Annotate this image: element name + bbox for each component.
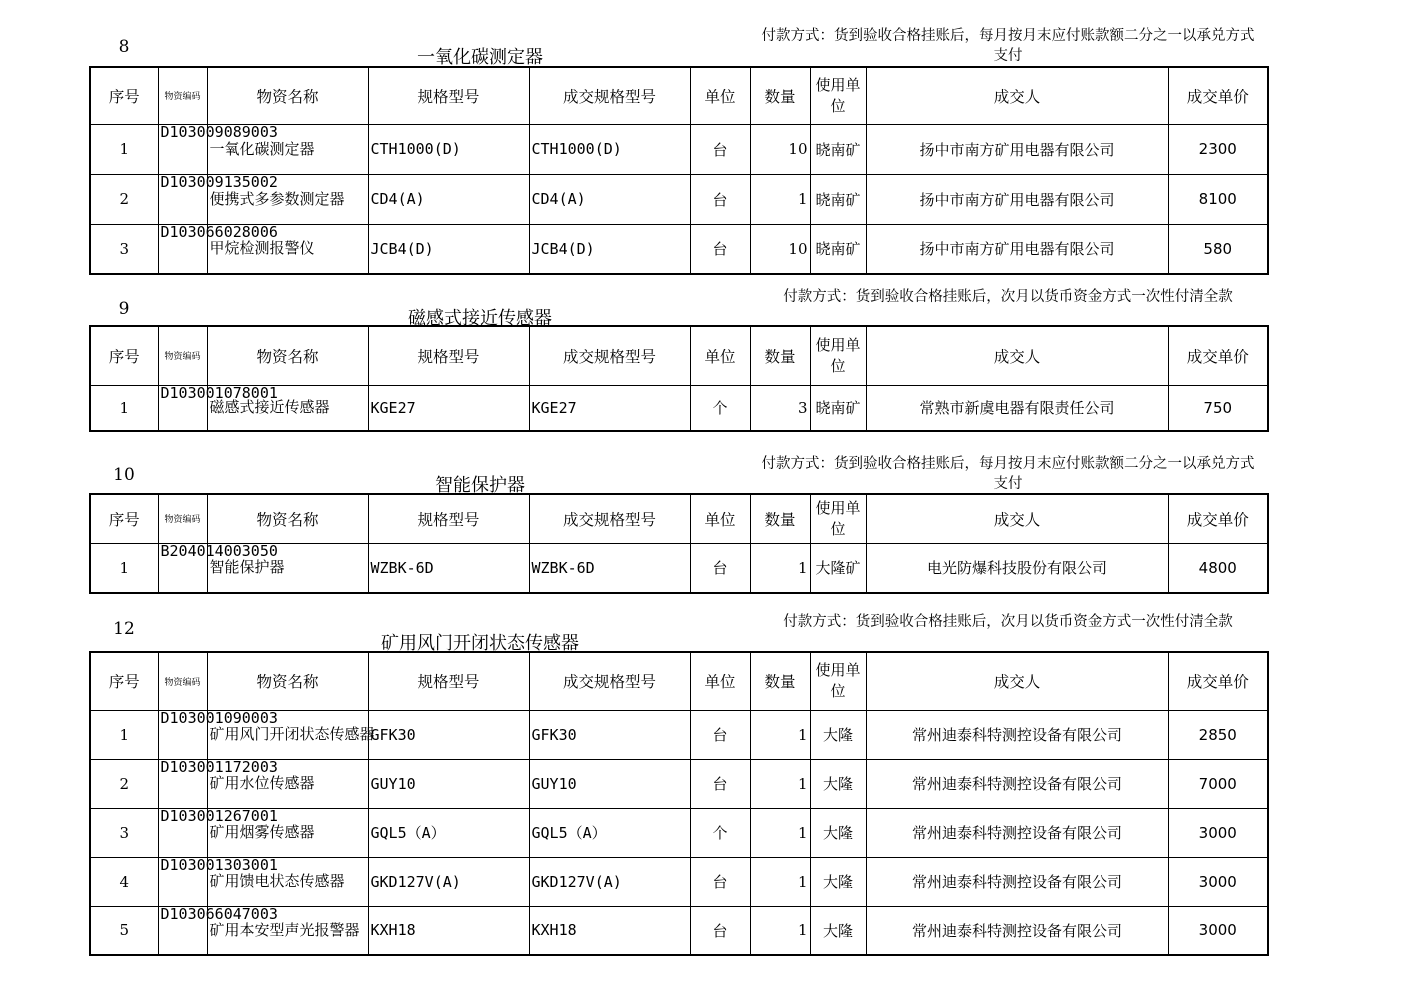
header-spec: 规格型号 bbox=[368, 494, 529, 543]
cell-seq: 1 bbox=[90, 124, 158, 174]
cell-supplier: 常州迪泰科特测控设备有限公司 bbox=[866, 857, 1168, 906]
header-seq: 序号 bbox=[90, 326, 158, 385]
cell-code bbox=[158, 904, 278, 955]
cell-qty: 10 bbox=[750, 224, 810, 274]
cell-unit: 台 bbox=[690, 543, 750, 593]
cell-qty: 1 bbox=[750, 710, 810, 759]
cell-deal-spec: GKD127V(A) bbox=[529, 857, 690, 906]
cell-spec: GKD127V(A) bbox=[368, 857, 529, 906]
cell-deal-spec: CD4(A) bbox=[529, 174, 690, 224]
cell-supplier: 常州迪泰科特测控设备有限公司 bbox=[866, 759, 1168, 808]
header-deal-spec: 成交规格型号 bbox=[529, 67, 690, 124]
cell-qty: 3 bbox=[750, 385, 810, 431]
cell-seq: 2 bbox=[90, 759, 158, 808]
cell-spec: CD4(A) bbox=[368, 174, 529, 224]
header-price: 成交单价 bbox=[1168, 494, 1268, 543]
cell-user: 大隆 bbox=[810, 906, 866, 955]
cell-spec: JCB4(D) bbox=[368, 224, 529, 274]
items-table bbox=[89, 66, 1269, 275]
header-unit: 单位 bbox=[690, 652, 750, 710]
cell-price: 2300 bbox=[1168, 124, 1268, 174]
material-code: D103066047003 bbox=[160, 904, 278, 923]
cell-name: 便携式多参数测定器 bbox=[207, 174, 368, 224]
cell-user: 晓南矿 bbox=[810, 124, 866, 174]
header-price: 成交单价 bbox=[1168, 326, 1268, 385]
cell-qty: 1 bbox=[750, 543, 810, 593]
header-spec: 规格型号 bbox=[368, 326, 529, 385]
cell-seq: 1 bbox=[90, 543, 158, 593]
header-row bbox=[90, 494, 1268, 543]
items-table bbox=[89, 325, 1269, 432]
header-user: 使用单位 bbox=[810, 326, 866, 385]
items-table bbox=[89, 651, 1269, 956]
header-name: 物资名称 bbox=[207, 326, 368, 385]
cell-name: 矿用水位传感器 bbox=[207, 759, 368, 808]
material-code: D103001303001 bbox=[160, 856, 278, 874]
header-qty: 数量 bbox=[750, 652, 810, 710]
cell-spec: KGE27 bbox=[368, 385, 529, 431]
header-code: 物资编码 bbox=[158, 67, 207, 124]
cell-user: 大隆 bbox=[810, 710, 866, 759]
header-name: 物资名称 bbox=[207, 494, 368, 543]
cell-spec: CTH1000(D) bbox=[368, 124, 529, 174]
cell-deal-spec: GFK30 bbox=[529, 710, 690, 759]
payment-terms: 付款方式：货到验收合格挂账后，每月按月末应付账款额二分之一以承兑方式支付 bbox=[761, 28, 1255, 64]
cell-price: 4800 bbox=[1168, 543, 1268, 593]
cell-supplier: 电光防爆科技股份有限公司 bbox=[866, 543, 1168, 593]
cell-qty: 1 bbox=[750, 808, 810, 857]
cell-price: 750 bbox=[1168, 385, 1268, 431]
cell-unit: 台 bbox=[690, 710, 750, 759]
section-number: 9 bbox=[118, 299, 130, 319]
cell-unit: 台 bbox=[690, 759, 750, 808]
material-code: D103009135002 bbox=[160, 173, 278, 191]
section-title: 矿用风门开闭状态传感器 bbox=[381, 633, 579, 654]
cell-seq: 3 bbox=[90, 224, 158, 274]
cell-deal-spec: GUY10 bbox=[529, 759, 690, 808]
cell-unit: 台 bbox=[690, 857, 750, 906]
header-spec: 规格型号 bbox=[368, 67, 529, 124]
table-row bbox=[90, 174, 1268, 224]
cell-user: 晓南矿 bbox=[810, 385, 866, 431]
header-code: 物资编码 bbox=[158, 326, 207, 385]
cell-qty: 1 bbox=[750, 759, 810, 808]
material-code: D103001078001 bbox=[160, 383, 278, 402]
header-supplier: 成交人 bbox=[866, 652, 1168, 710]
header-qty: 数量 bbox=[750, 494, 810, 543]
header-row bbox=[90, 67, 1268, 124]
header-supplier: 成交人 bbox=[866, 494, 1168, 543]
cell-name: 甲烷检测报警仪 bbox=[207, 224, 368, 274]
table-row bbox=[90, 224, 1268, 274]
header-seq: 序号 bbox=[90, 67, 158, 124]
material-code: D103009089003 bbox=[160, 123, 278, 141]
header-supplier: 成交人 bbox=[866, 326, 1168, 385]
cell-name: 磁感式接近传感器 bbox=[207, 385, 368, 431]
cell-deal-spec: WZBK-6D bbox=[529, 543, 690, 593]
cell-user: 大隆矿 bbox=[810, 543, 866, 593]
section-number: 10 bbox=[113, 465, 135, 485]
header-unit: 单位 bbox=[690, 326, 750, 385]
cell-deal-spec: KXH18 bbox=[529, 906, 690, 955]
cell-name: 矿用烟雾传感器 bbox=[207, 808, 368, 857]
header-unit: 单位 bbox=[690, 67, 750, 124]
payment-terms: 付款方式：货到验收合格挂账后，次月以货币资金方式一次性付清全款 bbox=[783, 289, 1233, 305]
cell-user: 大隆 bbox=[810, 857, 866, 906]
table-row bbox=[90, 543, 1268, 593]
cell-unit: 台 bbox=[690, 906, 750, 955]
cell-spec: KXH18 bbox=[368, 906, 529, 955]
section-title: 磁感式接近传感器 bbox=[408, 308, 552, 329]
cell-name: 一氧化碳测定器 bbox=[207, 124, 368, 174]
cell-price: 2850 bbox=[1168, 710, 1268, 759]
table-row bbox=[90, 124, 1268, 174]
cell-unit: 个 bbox=[690, 808, 750, 857]
header-qty: 数量 bbox=[750, 326, 810, 385]
cell-spec: GFK30 bbox=[368, 710, 529, 759]
header-user: 使用单位 bbox=[810, 67, 866, 124]
header-row bbox=[90, 326, 1268, 385]
section-number: 12 bbox=[113, 619, 135, 639]
cell-user: 晓南矿 bbox=[810, 224, 866, 274]
cell-price: 3000 bbox=[1168, 906, 1268, 955]
cell-supplier: 常州迪泰科特测控设备有限公司 bbox=[866, 808, 1168, 857]
table-row bbox=[90, 710, 1268, 759]
cell-spec: GUY10 bbox=[368, 759, 529, 808]
cell-seq: 2 bbox=[90, 174, 158, 224]
cell-spec: GQL5（A） bbox=[368, 808, 529, 857]
cell-deal-spec: GQL5（A） bbox=[529, 808, 690, 857]
cell-qty: 1 bbox=[750, 906, 810, 955]
header-user: 使用单位 bbox=[810, 652, 866, 710]
table-row bbox=[90, 385, 1268, 431]
cell-seq: 1 bbox=[90, 710, 158, 759]
header-spec: 规格型号 bbox=[368, 652, 529, 710]
header-price: 成交单价 bbox=[1168, 67, 1268, 124]
cell-price: 8100 bbox=[1168, 174, 1268, 224]
cell-name: 智能保护器 bbox=[207, 543, 368, 593]
header-deal-spec: 成交规格型号 bbox=[529, 652, 690, 710]
cell-deal-spec: JCB4(D) bbox=[529, 224, 690, 274]
cell-seq: 3 bbox=[90, 808, 158, 857]
cell-supplier: 扬中市南方矿用电器有限公司 bbox=[866, 174, 1168, 224]
section-number: 8 bbox=[118, 37, 130, 57]
cell-supplier: 扬中市南方矿用电器有限公司 bbox=[866, 124, 1168, 174]
header-user: 使用单位 bbox=[810, 494, 866, 543]
items-table bbox=[89, 493, 1269, 594]
header-qty: 数量 bbox=[750, 67, 810, 124]
header-code: 物资编码 bbox=[158, 494, 207, 543]
cell-user: 大隆 bbox=[810, 759, 866, 808]
cell-user: 大隆 bbox=[810, 808, 866, 857]
table-row bbox=[90, 808, 1268, 857]
header-code: 物资编码 bbox=[158, 652, 207, 710]
cell-supplier: 常州迪泰科特测控设备有限公司 bbox=[866, 710, 1168, 759]
cell-supplier: 扬中市南方矿用电器有限公司 bbox=[866, 224, 1168, 274]
section-title: 一氧化碳测定器 bbox=[417, 47, 543, 68]
cell-name: 矿用风门开闭状态传感器 bbox=[207, 710, 368, 759]
cell-deal-spec: CTH1000(D) bbox=[529, 124, 690, 174]
payment-terms: 付款方式：货到验收合格挂账后，次月以货币资金方式一次性付清全款 bbox=[783, 614, 1233, 630]
cell-unit: 台 bbox=[690, 124, 750, 174]
table-row bbox=[90, 906, 1268, 955]
cell-code bbox=[158, 709, 278, 759]
cell-qty: 10 bbox=[750, 124, 810, 174]
cell-unit: 台 bbox=[690, 224, 750, 274]
header-row bbox=[90, 652, 1268, 710]
cell-price: 7000 bbox=[1168, 759, 1268, 808]
cell-qty: 1 bbox=[750, 857, 810, 906]
table-row bbox=[90, 759, 1268, 808]
cell-seq: 5 bbox=[90, 906, 158, 955]
cell-unit: 台 bbox=[690, 174, 750, 224]
section-title: 智能保护器 bbox=[435, 475, 525, 496]
material-code: D103066028006 bbox=[160, 222, 278, 241]
header-price: 成交单价 bbox=[1168, 652, 1268, 710]
cell-seq: 1 bbox=[90, 385, 158, 431]
table-row bbox=[90, 857, 1268, 906]
header-seq: 序号 bbox=[90, 652, 158, 710]
cell-name: 矿用本安型声光报警器 bbox=[207, 906, 368, 955]
cell-name: 矿用馈电状态传感器 bbox=[207, 857, 368, 906]
cell-unit: 个 bbox=[690, 385, 750, 431]
cell-supplier: 常州迪泰科特测控设备有限公司 bbox=[866, 906, 1168, 955]
header-unit: 单位 bbox=[690, 494, 750, 543]
cell-price: 580 bbox=[1168, 224, 1268, 274]
cell-user: 晓南矿 bbox=[810, 174, 866, 224]
header-deal-spec: 成交规格型号 bbox=[529, 326, 690, 385]
header-name: 物资名称 bbox=[207, 67, 368, 124]
header-supplier: 成交人 bbox=[866, 67, 1168, 124]
material-code: D103001172003 bbox=[160, 758, 278, 776]
header-seq: 序号 bbox=[90, 494, 158, 543]
material-code: B204014003050 bbox=[160, 541, 278, 560]
material-code: D103001090003 bbox=[160, 709, 278, 727]
cell-price: 3000 bbox=[1168, 808, 1268, 857]
cell-qty: 1 bbox=[750, 174, 810, 224]
cell-supplier: 常熟市新虞电器有限责任公司 bbox=[866, 385, 1168, 431]
cell-seq: 4 bbox=[90, 857, 158, 906]
payment-terms: 付款方式：货到验收合格挂账后，每月按月末应付账款额二分之一以承兑方式支付 bbox=[761, 456, 1255, 492]
cell-deal-spec: KGE27 bbox=[529, 385, 690, 431]
header-name: 物资名称 bbox=[207, 652, 368, 710]
material-code: D103001267001 bbox=[160, 807, 278, 825]
cell-spec: WZBK-6D bbox=[368, 543, 529, 593]
header-deal-spec: 成交规格型号 bbox=[529, 494, 690, 543]
cell-price: 3000 bbox=[1168, 857, 1268, 906]
